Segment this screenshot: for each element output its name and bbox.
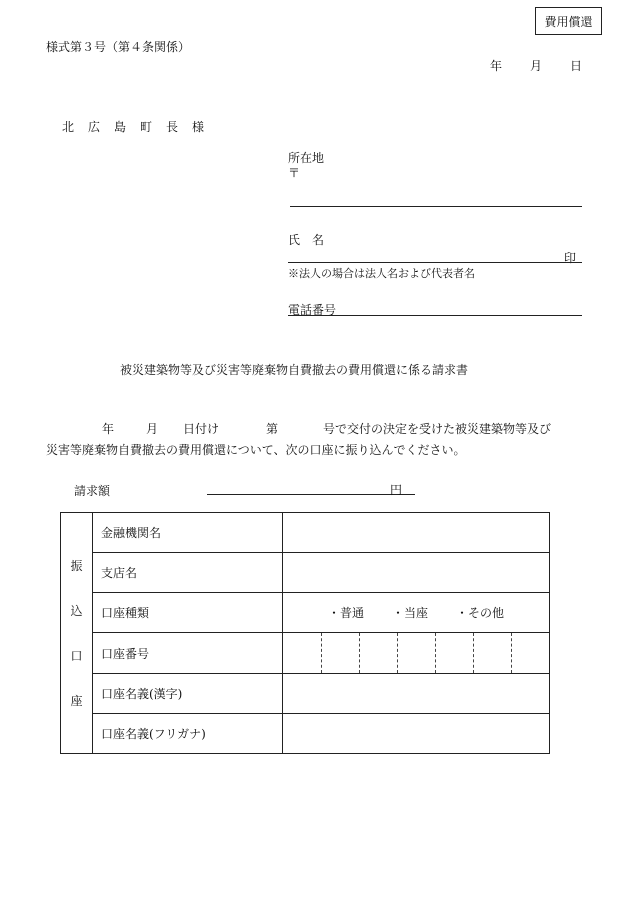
side-label-char: 座 <box>70 694 83 708</box>
body-year: 年 <box>102 422 115 436</box>
account-digit-cell[interactable] <box>511 633 549 673</box>
branch-name-field[interactable] <box>283 553 550 593</box>
transfer-account-side-label <box>61 513 93 754</box>
body-line2: 災害等廃棄物自費撤去の費用償還について、次の口座に振り込んでください。 <box>46 443 466 457</box>
form-number: 様式第３号（第４条関係） <box>46 40 191 54</box>
body-dated: 日付け <box>183 422 220 436</box>
account-type-ordinary[interactable]: ・普通 <box>327 606 364 620</box>
body-month: 月 <box>146 422 159 436</box>
addressee <box>62 118 218 135</box>
location-label: 所在地 <box>288 151 325 165</box>
addressee-char: 広 <box>88 120 101 134</box>
cost-reimbursement-badge: 費用償還 <box>535 7 602 35</box>
account-holder-kanji-label: 口座名義(漢字) <box>93 674 283 714</box>
seal-mark: 印 <box>564 251 577 265</box>
phone-label: 電話番号 <box>288 303 337 317</box>
date-month: 月 <box>530 59 543 73</box>
account-number-label: 口座番号 <box>93 633 283 674</box>
side-label-char: 振 <box>70 559 83 573</box>
name-label: 氏 名 <box>288 233 325 247</box>
account-digit-cell[interactable] <box>359 633 397 673</box>
body-number-prefix: 第 <box>266 422 279 436</box>
table-row <box>61 714 550 754</box>
account-holder-kana-field[interactable] <box>283 714 550 754</box>
account-digit-cell[interactable] <box>321 633 359 673</box>
claim-amount-line[interactable] <box>207 494 415 495</box>
bank-name-label: 金融機関名 <box>93 513 283 553</box>
bank-account-table <box>60 512 550 754</box>
account-holder-kana-label: 口座名義(フリガナ) <box>93 714 283 754</box>
postal-mark: 〒 <box>288 166 301 180</box>
table-row <box>61 674 550 714</box>
account-digit-cell[interactable] <box>397 633 435 673</box>
addressee-char: 北 <box>62 120 75 134</box>
name-field-line[interactable] <box>288 262 582 263</box>
table-row <box>61 633 550 674</box>
location-field-line[interactable] <box>290 206 582 207</box>
account-type-current[interactable]: ・当座 <box>391 606 428 620</box>
body-line1-rest: 号で交付の決定を受けた被災建築物等及び <box>323 422 552 436</box>
account-type-options <box>283 593 550 633</box>
addressee-char: 長 <box>166 120 179 134</box>
bank-name-field[interactable] <box>283 513 550 553</box>
side-label-char: 口 <box>70 649 83 663</box>
document-title: 被災建築物等及び災害等廃棄物自費撤去の費用償還に係る請求書 <box>120 363 469 377</box>
branch-name-label: 支店名 <box>93 553 283 593</box>
account-digit-cell[interactable] <box>473 633 511 673</box>
side-label-char: 込 <box>70 604 83 618</box>
corporate-note: ※法人の場合は法人名および代表者名 <box>288 267 475 280</box>
claim-unit: 円 <box>390 483 403 497</box>
addressee-char: 島 <box>114 120 127 134</box>
table-row <box>61 553 550 593</box>
phone-field-line[interactable] <box>288 315 582 316</box>
addressee-char: 町 <box>140 120 153 134</box>
table-row <box>61 593 550 633</box>
addressee-char: 様 <box>192 120 205 134</box>
date-year: 年 <box>490 59 503 73</box>
account-number-field[interactable] <box>283 633 550 674</box>
date-day: 日 <box>570 59 583 73</box>
account-type-other[interactable]: ・その他 <box>456 606 505 620</box>
account-digit-cell[interactable] <box>435 633 473 673</box>
claim-label: 請求額 <box>74 484 111 498</box>
account-holder-kanji-field[interactable] <box>283 674 550 714</box>
table-row <box>61 513 550 553</box>
account-type-label: 口座種類 <box>93 593 283 633</box>
